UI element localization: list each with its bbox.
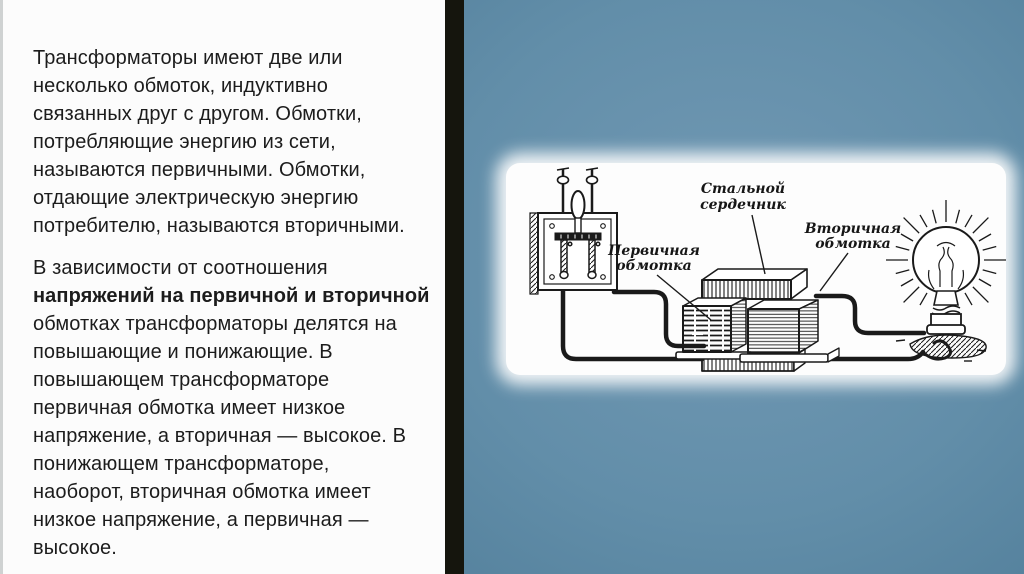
text-line: связанных друг с другом. Обмотки, xyxy=(33,103,362,125)
text-line: Трансформаторы имеют две или xyxy=(33,47,343,69)
bulb-globe xyxy=(913,227,979,293)
secondary-winding-label: Вторичная xyxy=(804,221,902,237)
transformer-circuit-illustration xyxy=(506,163,1006,375)
text-line-bold: напряжений на первичной и вторичной xyxy=(33,285,430,307)
secondary-coil xyxy=(748,300,818,353)
image-panel xyxy=(464,0,1024,574)
text-line: повышающие и понижающие. В xyxy=(33,341,333,363)
light-bulb xyxy=(886,200,1006,361)
switch-crossbar xyxy=(555,233,601,240)
text-line: называются первичными. Обмотки, xyxy=(33,159,366,181)
wire-secondary-to-bulb-bottom xyxy=(828,352,923,359)
text-line: высокое. xyxy=(33,537,117,559)
slide-body-text xyxy=(33,44,433,574)
steel-core xyxy=(702,269,807,299)
leader-secondary xyxy=(820,253,848,291)
text-line: понижающем трансформаторе, xyxy=(33,453,330,475)
wire-secondary-to-bulb-top xyxy=(816,296,924,333)
text-panel xyxy=(0,0,445,574)
text-line: В зависимости от соотношения xyxy=(33,257,328,279)
primary-coil xyxy=(683,298,746,352)
insulator-left xyxy=(558,176,569,184)
text-line: низкое напряжение, а первичная — xyxy=(33,509,369,531)
text-line: отдающие электрическую энергию xyxy=(33,187,359,209)
switch-handle xyxy=(572,191,585,219)
steel-core-label: Стальной xyxy=(700,181,786,197)
paragraph-transformer-windings xyxy=(33,44,433,240)
text-line: обмотках трансформаторы делятся на xyxy=(33,313,397,335)
leader-steel-core xyxy=(752,215,765,274)
text-line: повышающем трансформаторе xyxy=(33,369,330,391)
divider-bar xyxy=(445,0,464,574)
text-line: наоборот, вторичная обмотка имеет xyxy=(33,481,371,503)
transformer-figure xyxy=(506,163,1006,375)
paragraph-step-up-step-down xyxy=(33,254,433,562)
wire-switch-to-primary-bottom xyxy=(563,288,702,359)
text-line: первичная обмотка имеет низкое xyxy=(33,397,346,419)
secondary-winding-label: обмотка xyxy=(815,236,891,252)
text-line: напряжение, а вторичная — высокое. В xyxy=(33,425,407,447)
primary-winding-label: Первичная xyxy=(608,243,700,259)
steel-core-label: сердечник xyxy=(700,197,786,213)
text-line: несколько обмоток, индуктивно xyxy=(33,75,328,97)
bulb-socket xyxy=(927,291,965,334)
text-line: потребляющие энергию из сети, xyxy=(33,131,336,153)
wall-block xyxy=(530,213,538,294)
transformer xyxy=(676,269,839,371)
primary-winding-label: обмотка xyxy=(616,258,692,274)
knife-switch xyxy=(530,168,617,294)
text-line: потребителю, называются вторичными. xyxy=(33,215,405,237)
insulator-right xyxy=(587,176,598,184)
